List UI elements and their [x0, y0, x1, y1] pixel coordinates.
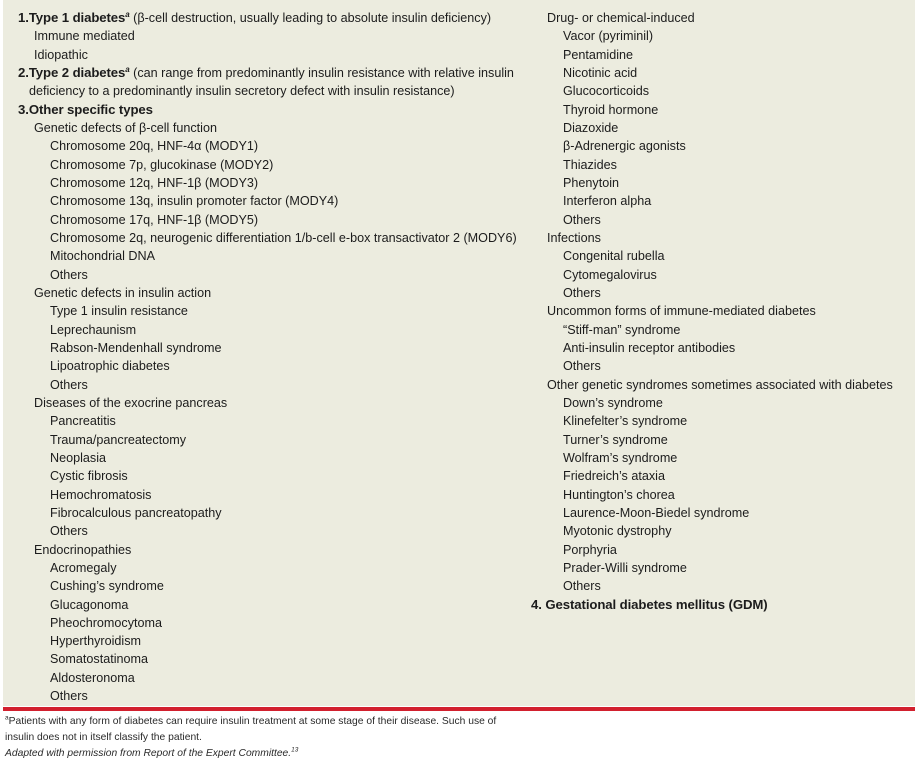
category-item: Idiopathic — [34, 47, 88, 62]
category-item: Genetic defects in insulin action — [34, 285, 212, 300]
footnote-text-1: Patients with any form of diabetes can require insulin treatment at some stage of their disease. Such use of — [8, 716, 497, 727]
section-heading — [18, 64, 518, 82]
section-title: Other specific types — [28, 101, 153, 117]
subtype-item: Mitochondrial DNA — [50, 249, 155, 264]
subtype-item: Cushing’s syndrome — [50, 579, 164, 594]
subtype-item: Others — [563, 285, 601, 300]
category-item: Uncommon forms of immune-mediated diabetes — [547, 304, 816, 319]
source-note — [5, 746, 905, 762]
subtype-item: Anti-insulin receptor antibodies — [563, 340, 736, 355]
footnote-ref: a — [125, 9, 130, 19]
subtype-item: Cytomegalovirus — [563, 267, 657, 282]
subtype-item: Thiazides — [563, 157, 617, 172]
subtype-item: Pancreatitis — [50, 414, 116, 429]
section-heading — [18, 101, 518, 119]
footnote-line-1 — [5, 714, 905, 730]
section-number: 3. — [18, 101, 29, 117]
subtype-item: Chromosome 12q, HNF-1β (MODY3) — [50, 175, 259, 190]
subtype-item: Vacor (pyriminil) — [563, 29, 654, 44]
subtype-item: Diazoxide — [563, 120, 619, 135]
subtype-item: Thyroid hormone — [563, 102, 659, 117]
subtype-item: Fibrocalculous pancreatopathy — [50, 505, 222, 520]
reference-number: 13 — [291, 746, 299, 754]
footnotes — [5, 714, 905, 762]
section-description: (β-cell destruction, usually leading to absolute insulin deficiency) — [129, 11, 492, 25]
subtype-item: Cystic fibrosis — [50, 469, 128, 484]
section-title: Type 1 diabetes — [28, 10, 126, 25]
footnote-marker: a — [5, 714, 9, 722]
subtype-item: Others — [563, 212, 601, 227]
continuation-line: deficiency to a predominantly insulin secretory defect with insulin resistance) — [29, 84, 455, 99]
left-column — [18, 9, 518, 705]
subtype-item: Hemochromatosis — [50, 487, 152, 502]
subtype-item: Glucocorticoids — [563, 84, 650, 99]
category-item: Diseases of the exocrine pancreas — [34, 395, 228, 410]
subtype-item: Nicotinic acid — [563, 65, 638, 80]
subtype-item: Myotonic dystrophy — [563, 524, 672, 539]
section-number: 4. — [531, 596, 542, 612]
subtype-item: Leprechaunism — [50, 322, 137, 337]
subtype-item: Others — [50, 689, 88, 704]
subtype-item: Klinefelter’s syndrome — [563, 414, 688, 429]
subtype-item: Turner’s syndrome — [563, 432, 668, 447]
source-note-text: Adapted with permission from Report of the Expert Committee. — [5, 748, 292, 759]
subtype-item: Laurence-Moon-Biedel syndrome — [563, 505, 750, 520]
subtype-item: Neoplasia — [50, 450, 107, 465]
category-item: Genetic defects of β-cell function — [34, 120, 217, 135]
subtype-item: Congenital rubella — [563, 249, 665, 264]
subtype-item: β-Adrenergic agonists — [563, 139, 686, 154]
section-number: 1. — [18, 10, 29, 25]
section-description: (can range from predominantly insulin resistance with relative insulin — [129, 65, 514, 80]
subtype-item: Others — [563, 579, 601, 594]
subtype-item: Lipoatrophic diabetes — [50, 359, 170, 374]
divider-rule — [3, 707, 915, 711]
category-item: Immune mediated — [34, 29, 135, 44]
category-item: Drug- or chemical-induced — [547, 11, 695, 25]
category-item: Infections — [547, 230, 601, 245]
subtype-item: Prader-Willi syndrome — [563, 560, 687, 575]
section-number: 2. — [18, 64, 29, 80]
footnote-line-2: insulin does not in itself classify the patient. — [5, 732, 202, 743]
subtype-item: Huntington’s chorea — [563, 487, 675, 502]
category-item: Endocrinopathies — [34, 542, 132, 557]
subtype-item: Type 1 insulin resistance — [50, 304, 188, 319]
subtype-item: Rabson-Mendenhall syndrome — [50, 340, 222, 355]
section-heading — [18, 9, 518, 27]
section-title: Type 2 diabetes — [28, 64, 126, 80]
subtype-item: Others — [50, 267, 88, 282]
subtype-item: Down’s syndrome — [563, 395, 663, 410]
subtype-item: Somatostatinoma — [50, 652, 149, 667]
subtype-item: Others — [50, 524, 88, 539]
category-item: Other genetic syndromes sometimes associated with diabetes — [547, 377, 893, 392]
subtype-item: Pheochromocytoma — [50, 615, 162, 630]
section-heading — [531, 596, 911, 614]
subtype-item: Chromosome 20q, HNF-4α (MODY1) — [50, 139, 259, 154]
subtype-item: “Stiff-man” syndrome — [563, 322, 681, 337]
subtype-item: Hyperthyroidism — [50, 634, 141, 649]
subtype-item: Aldosteronoma — [50, 670, 135, 685]
subtype-item: Chromosome 7p, glucokinase (MODY2) — [50, 157, 274, 172]
subtype-item: Others — [563, 359, 601, 374]
subtype-item: Others — [50, 377, 88, 392]
section-title: Gestational diabetes mellitus (GDM) — [541, 596, 768, 612]
subtype-item: Porphyria — [563, 542, 617, 557]
subtype-item: Interferon alpha — [563, 194, 652, 209]
classification-table — [3, 0, 915, 706]
subtype-item: Pentamidine — [563, 47, 634, 62]
subtype-item: Trauma/pancreatectomy — [50, 432, 187, 447]
subtype-item: Acromegaly — [50, 560, 117, 575]
footnote-ref: a — [125, 64, 130, 74]
subtype-item: Wolfram’s syndrome — [563, 450, 678, 465]
subtype-item: Glucagonoma — [50, 597, 129, 612]
subtype-item: Friedreich’s ataxia — [563, 469, 665, 484]
right-column — [531, 9, 911, 614]
subtype-item: Phenytoin — [563, 175, 620, 190]
subtype-item: Chromosome 13q, insulin promoter factor (MODY4) — [50, 194, 339, 209]
subtype-item: Chromosome 2q, neurogenic differentiation 1/b-cell e-box transactivator 2 (MODY6) — [50, 230, 517, 245]
subtype-item: Chromosome 17q, HNF-1β (MODY5) — [50, 212, 259, 227]
